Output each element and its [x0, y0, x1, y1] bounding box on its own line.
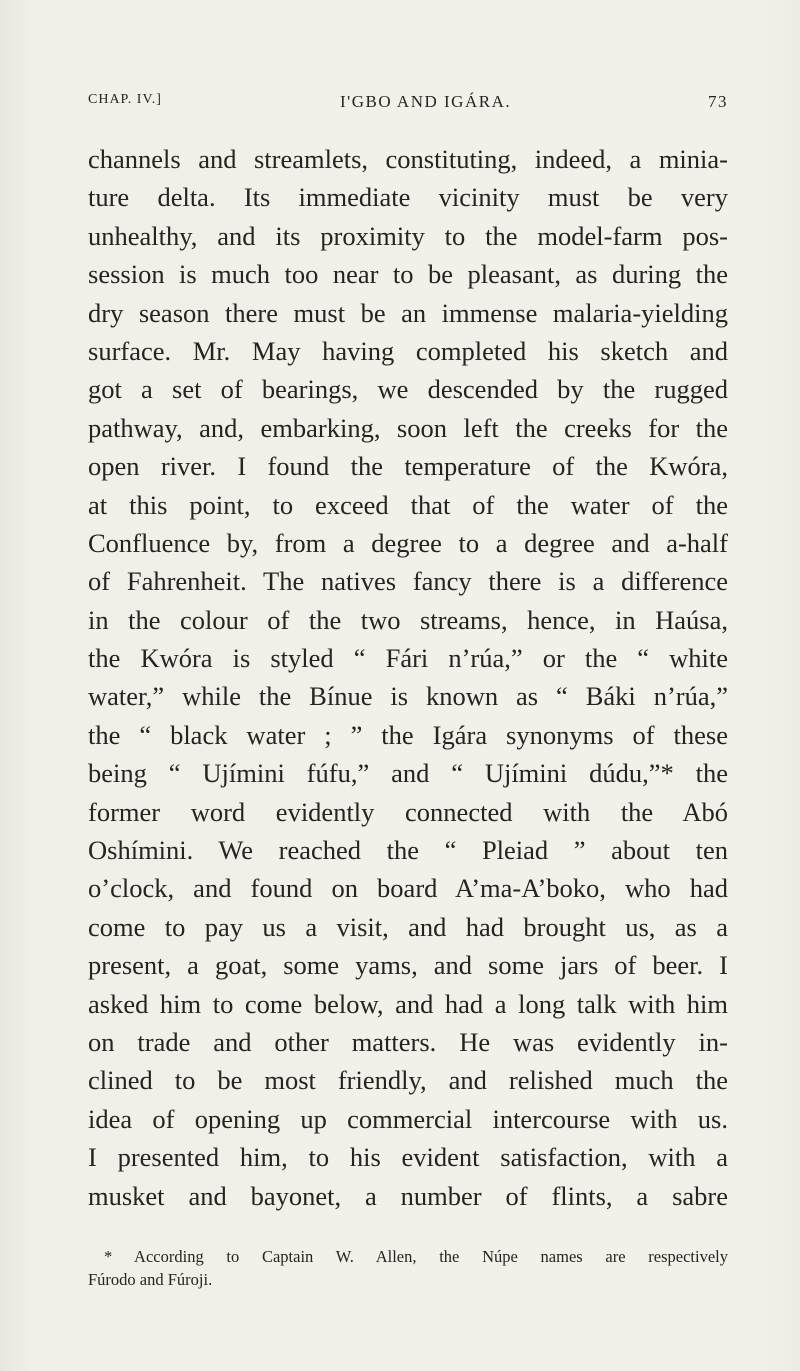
text-line: of Fahrenheit. The natives fancy there is a difference: [88, 566, 728, 597]
text-line: former word evidently connected with the Abó: [88, 796, 728, 827]
text-line: clined to be most friendly, and relished much the: [88, 1065, 728, 1096]
text-line: in the colour of the two streams, hence, in Haúsa,: [88, 604, 728, 635]
text-line: o’clock, and found on board A’ma-A’boko, who had: [88, 873, 728, 904]
footnote-line: * According to Captain W. Allen, the Núpe names are respectively: [104, 1247, 728, 1266]
text-line: Confluence by, from a degree to a degree and a-half: [88, 527, 728, 558]
text-line: at this point, to exceed that of the water of the: [88, 489, 728, 520]
text-line: got a set of bearings, we descended by the rugged: [88, 374, 728, 405]
page-title: I'GBO AND IGÁRA.: [340, 92, 512, 111]
body-text: [88, 140, 728, 1215]
text-line: idea of opening up commercial intercourse with us.: [88, 1103, 728, 1134]
text-line: Oshímini. We reached the “ Pleiad ” about ten: [88, 835, 728, 866]
text-line: water,” while the Bínue is known as “ Báki n’rúa,”: [88, 681, 728, 712]
text-line: I presented him, to his evident satisfaction, with a: [88, 1142, 728, 1173]
footnote: [88, 1245, 728, 1291]
chapter-label: CHAP. IV.]: [88, 92, 162, 107]
text-line: on trade and other matters. He was evidently in-: [88, 1026, 728, 1057]
text-line: channels and streamlets, constituting, indeed, a minia-: [88, 144, 728, 174]
text-line: surface. Mr. May having completed his sketch and: [88, 335, 728, 366]
text-line: come to pay us a visit, and had brought us, as a: [88, 911, 728, 942]
text-line: present, a goat, some yams, and some jars of beer. I: [88, 950, 728, 981]
text-line: being “ Ujímini fúfu,” and “ Ujímini dúdu,”* the: [88, 758, 728, 789]
text-line: dry season there must be an immense malaria-yielding: [88, 297, 728, 328]
text-line: session is much too near to be pleasant, as during the: [88, 259, 728, 290]
text-line: the “ black water ; ” the Igára synonyms of these: [88, 719, 728, 750]
text-line: open river. I found the temperature of the Kwóra,: [88, 451, 728, 482]
footnote-line: Fúrodo and Fúroji.: [88, 1270, 213, 1289]
running-head: [88, 92, 728, 118]
text-line: asked him to come below, and had a long talk with him: [88, 988, 728, 1019]
text-line: musket and bayonet, a number of flints, a sabre: [88, 1180, 728, 1211]
text-line: pathway, and, embarking, soon left the creeks for the: [88, 412, 728, 443]
text-line: ture delta. Its immediate vicinity must be very: [88, 182, 728, 213]
page-number: 73: [708, 92, 728, 111]
text-line: unhealthy, and its proximity to the model-farm pos-: [88, 220, 728, 251]
text-line: the Kwóra is styled “ Fári n’rúa,” or the “ white: [88, 643, 728, 674]
